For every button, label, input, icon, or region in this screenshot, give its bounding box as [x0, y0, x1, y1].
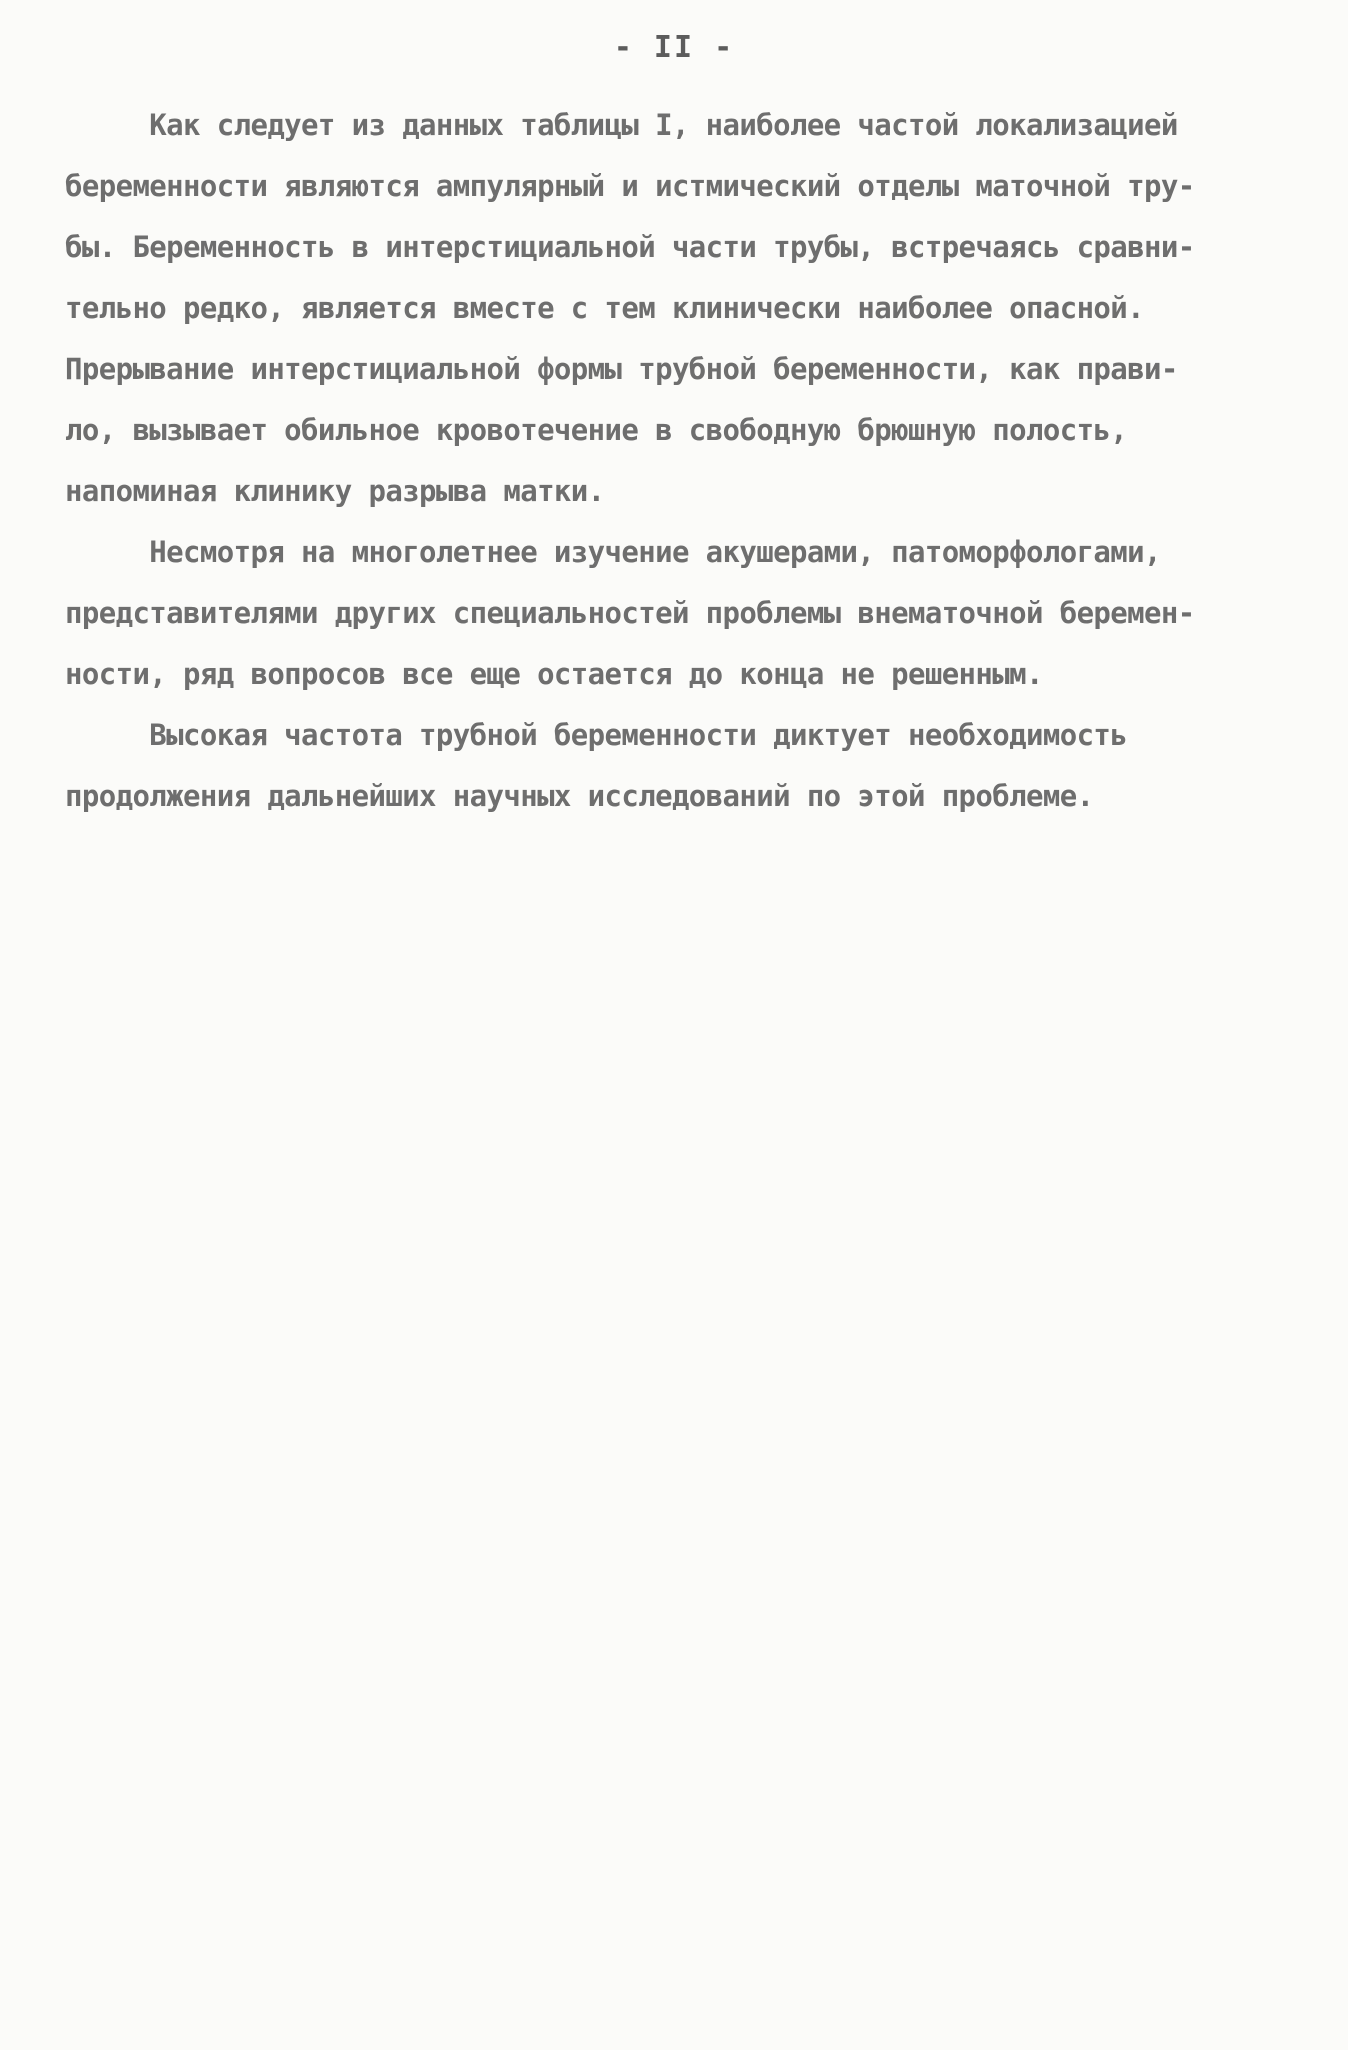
- text-line: тельно редко, является вместе с тем клинически наиболее опасной.: [65, 291, 1145, 325]
- body-text: [65, 95, 1290, 827]
- text-line: продолжения дальнейших научных исследований по этой проблеме.: [65, 779, 1094, 813]
- paragraph-2: [65, 522, 1290, 705]
- paragraph-3: [65, 705, 1290, 827]
- paragraph-1: [65, 95, 1290, 522]
- text-line: представителями других специальностей проблемы внематочной беремен-: [65, 596, 1195, 630]
- text-line: Несмотря на многолетнее изучение акушерами, патоморфологами,: [65, 535, 1161, 569]
- text-line: Прерывание интерстициальной формы трубной беременности, как прави-: [65, 352, 1178, 386]
- text-line: беременности являются ампулярный и истмический отделы маточной тру-: [65, 169, 1195, 203]
- text-line: ло, вызывает обильное кровотечение в свободную брюшную полость,: [65, 413, 1128, 447]
- text-line: бы. Беременность в интерстициальной части трубы, встречаясь сравни-: [65, 230, 1195, 264]
- text-line: напоминая клинику разрыва матки.: [65, 474, 605, 508]
- text-line: Как следует из данных таблицы I, наиболее частой локализацией: [65, 108, 1178, 142]
- text-line: ности, ряд вопросов все еще остается до конца не решенным.: [65, 657, 1043, 691]
- text-line: Высокая частота трубной беременности диктует необходимость: [65, 718, 1128, 752]
- page-number: - II -: [613, 30, 735, 65]
